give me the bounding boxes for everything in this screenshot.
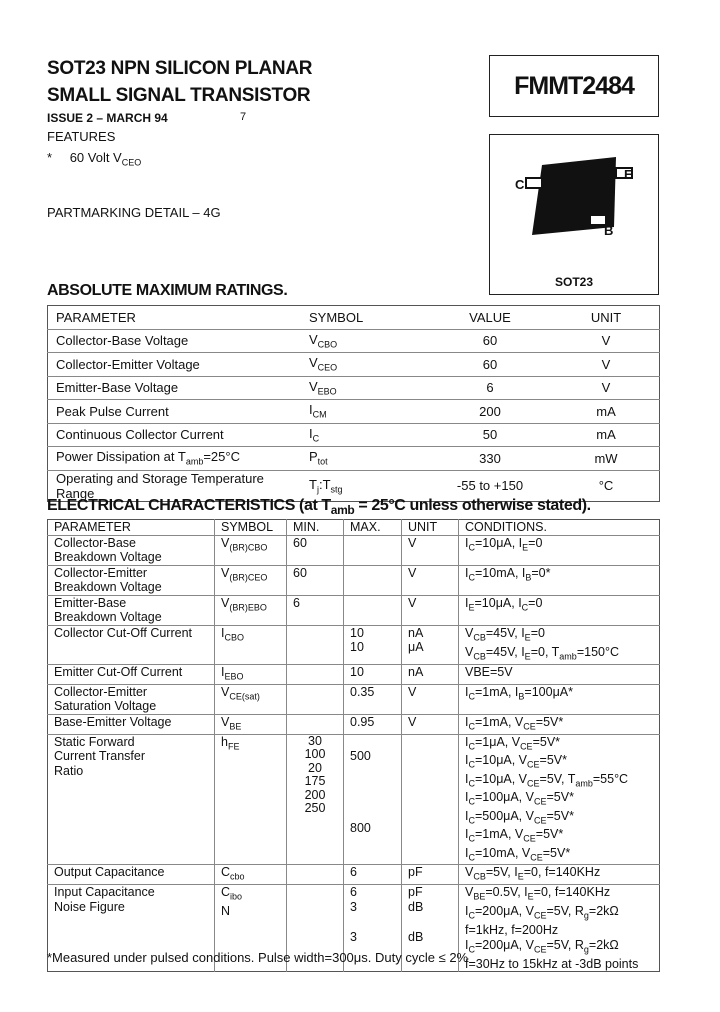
unit-cell: V [402, 714, 459, 734]
param-cell: Operating and Storage Temperature Range [48, 470, 302, 501]
cond-cell [459, 625, 660, 664]
unit-value: dB [408, 899, 424, 914]
cond-part: =150°C [576, 644, 619, 659]
param-line: Collector-Emitter [54, 684, 148, 699]
param-line: Breakdown Voltage [54, 610, 162, 624]
symbol: I [221, 664, 225, 679]
col-header: SYMBOL [309, 309, 364, 325]
param-line: Emitter-Base [54, 595, 127, 610]
cond-sub: E [524, 632, 531, 642]
elec-heading-sub: amb [330, 503, 355, 518]
unit-cell: V [402, 684, 459, 714]
cond-part: I [465, 535, 469, 550]
max-value: 10 [350, 640, 364, 654]
cond-part: =1mA, I [474, 684, 519, 699]
symbol: V [221, 535, 230, 550]
param-line: Collector-Emitter [54, 565, 148, 580]
symbol: C [221, 865, 231, 879]
value-cell: 330 [427, 447, 553, 471]
param-tail: =25°C [203, 449, 240, 465]
param-cell: Collector-Base Voltage [48, 329, 302, 353]
value-cell: 60 [427, 353, 553, 377]
symbol: T [309, 476, 317, 492]
symbol-sub: C [312, 433, 320, 444]
title-line-2: SMALL SIGNAL TRANSISTOR [47, 85, 311, 106]
cond-cell: VBE=5V [459, 664, 660, 684]
table-row [48, 565, 660, 595]
symbol-sub: EBO [224, 671, 244, 681]
symbol-sub: (BR)CBO [229, 542, 268, 552]
unit-cell [402, 625, 459, 664]
min-value: 250 [304, 801, 326, 815]
unit-value: dB [408, 930, 424, 944]
symbol: C [221, 885, 231, 899]
symbol-sub-2: stg [330, 484, 343, 495]
package-name: SOT23 [554, 275, 593, 289]
cond-cell [459, 535, 660, 565]
symbol: P [309, 449, 318, 465]
param-cell: Output Capacitance [48, 865, 215, 885]
cond-part: I [465, 684, 469, 699]
param-cell: Emitter-Base Voltage [48, 376, 302, 400]
max-value: 10 [350, 625, 364, 640]
cond-part: =10μA, I [474, 595, 522, 610]
max-cell: 6 [344, 865, 402, 885]
cond-line: $I_C=1\mu A$, $V_{CE}=5V*$ [465, 734, 561, 751]
symbol: I [221, 625, 225, 640]
param-cell: Collector Cut-Off Current [48, 625, 215, 664]
cond-sub: B [525, 572, 532, 582]
symbol-sub: CBO [224, 632, 244, 642]
cond-part: =10mA, I [474, 565, 526, 580]
value-cell: 200 [427, 400, 553, 424]
unit-cell: mA [553, 423, 660, 447]
min-value: 20 [308, 760, 322, 775]
cond-line: $I_C=1mA$, $V_{CE}=5V*$ [465, 827, 564, 844]
table-row [48, 664, 660, 684]
param-cell: Emitter Cut-Off Current [48, 664, 215, 684]
cond-sub: E [522, 542, 529, 552]
symbol-sub: BE [229, 721, 242, 731]
cond-cell [459, 565, 660, 595]
min-cell [287, 714, 344, 734]
symbol-sub: EBO [317, 386, 337, 397]
unit-cell: V [402, 565, 459, 595]
param-cell: Base-Emitter Voltage [48, 714, 215, 734]
param-line: Collector-Base [54, 535, 136, 550]
table-row [48, 625, 660, 664]
symbol-cell [215, 535, 287, 565]
symbol-cell [301, 329, 427, 353]
part-number: FMMT2484 [514, 71, 634, 100]
max-value: 3 [350, 930, 357, 944]
unit-cell [402, 734, 459, 865]
param-cell [48, 447, 302, 471]
min-cell: 6 [287, 595, 344, 625]
feature-sub: CEO [121, 157, 142, 168]
cond-part: =0* [531, 565, 551, 580]
features-heading: FEATURES [47, 129, 116, 144]
max-cell: 10 [344, 664, 402, 684]
unit-cell: nA [402, 664, 459, 684]
table-row [48, 329, 660, 353]
cond-part: V [465, 625, 474, 640]
footnote: *Measured under pulsed conditions. Pulse width=300μs. Duty cycle ≤ 2% [47, 950, 469, 965]
param-cell [48, 565, 215, 595]
cond-line: $V_{BE}=0.5V$, $I_E=0$, f=140KHz [465, 885, 611, 902]
param-line: Breakdown Voltage [54, 550, 162, 564]
value-cell: 50 [427, 423, 553, 447]
pin-e-label: E [624, 167, 633, 182]
symbol: I [309, 402, 313, 418]
min-value: 100 [304, 747, 326, 761]
cond-part: I [465, 565, 469, 580]
cond-sub: C [468, 721, 475, 731]
symbol-cell [215, 714, 287, 734]
cond-part: =5V* [535, 714, 564, 729]
cond-line [465, 645, 653, 664]
table-row [48, 376, 660, 400]
param-line: Breakdown Voltage [54, 580, 162, 594]
table-row [48, 423, 660, 447]
table-row [48, 353, 660, 377]
table-row [48, 535, 660, 565]
unit-cell: V [553, 376, 660, 400]
symbol: I [309, 425, 313, 441]
max-cell: 0.95 [344, 714, 402, 734]
cond-line: $I_C=200\mu A$, $V_{CE}=5V$, $R_g=2k\Omega$ [465, 904, 619, 921]
cond-line: $I_C=10\mu A$, $V_{CE}=5V*$ [465, 753, 567, 770]
cond-sub: amb [559, 651, 577, 661]
param-cell: Collector-Emitter Voltage [48, 353, 302, 377]
param-cell [48, 684, 215, 714]
abs-max-table [47, 305, 660, 502]
cond-line: $I_C=500\mu A$, $V_{CE}=5V*$ [465, 808, 574, 825]
cond-part: =45V, I [485, 644, 525, 659]
unit-cell: V [402, 535, 459, 565]
symbol-cell [301, 447, 427, 471]
elec-heading-b: = 25°C unless otherwise stated). [354, 497, 591, 514]
symbol-sub: cbo [230, 871, 245, 882]
unit-value: pF [408, 885, 423, 899]
unit-cell: V [553, 329, 660, 353]
cond-sub: CB [473, 632, 486, 642]
cond-line: f=30Hz to 15kHz at -3dB points [465, 956, 639, 971]
param-cell [48, 595, 215, 625]
sot23-package-icon [490, 135, 658, 294]
symbol-cell [215, 684, 287, 714]
table-row [48, 865, 660, 885]
min-cell [287, 664, 344, 684]
value-cell: -55 to +150 [427, 470, 553, 501]
max-cell [344, 535, 402, 565]
symbol-sub: ibo [230, 891, 243, 902]
param-line: Static Forward [54, 734, 135, 749]
symbol-sub: tot [317, 457, 328, 468]
min-cell: 60 [287, 565, 344, 595]
cond-sub: C [521, 602, 529, 612]
symbol: V [309, 331, 318, 347]
cond-cell [459, 714, 660, 734]
cond-line: f=1kHz, f=200Hz [465, 923, 559, 937]
col-header: VALUE [469, 309, 511, 325]
table-row [48, 714, 660, 734]
max-value: 3 [350, 899, 357, 914]
feature-text: 60 Volt V [69, 150, 122, 165]
symbol-cell [215, 664, 287, 684]
symbol: V [221, 565, 230, 580]
unit-cell: mA [553, 400, 660, 424]
symbol: V [309, 355, 318, 371]
param-line: Saturation Voltage [54, 699, 157, 713]
cond-line [465, 626, 653, 645]
symbol-sub: CE(sat) [229, 691, 260, 701]
max-cell [344, 734, 402, 865]
cond-cell [459, 885, 660, 972]
cond-part: =100μA* [524, 684, 573, 699]
col-header: MAX. [344, 520, 402, 536]
col-header: CONDITIONS. [459, 520, 660, 536]
param-cell: Peak Pulse Current [48, 400, 302, 424]
max-cell [344, 625, 402, 664]
param-line: Current Transfer [54, 749, 146, 763]
min-cell: 60 [287, 535, 344, 565]
symbol-sub: FE [227, 741, 240, 751]
issue-line: ISSUE 2 – MARCH 94 [47, 111, 168, 125]
symbol-2: :T [318, 476, 331, 492]
cond-sub: E [524, 651, 531, 661]
unit-cell: pF [402, 865, 459, 885]
cond-sub: CE [523, 721, 536, 731]
min-cell [287, 684, 344, 714]
param-line: Input Capacitance [54, 885, 155, 899]
unit-cell: V [402, 595, 459, 625]
symbol-sub: j [316, 484, 319, 495]
pin-b-label: B [604, 223, 614, 238]
symbol-cell [301, 376, 427, 400]
symbol-cell [215, 734, 287, 865]
col-header: SYMBOL [215, 520, 287, 536]
table-row [48, 400, 660, 424]
max-cell [344, 595, 402, 625]
cond-part: =0 [530, 625, 545, 640]
cond-part: =10μA, I [474, 535, 523, 550]
table-row [48, 595, 660, 625]
col-header: UNIT [402, 520, 459, 536]
symbol-sub: CM [312, 410, 327, 421]
max-cell [344, 565, 402, 595]
symbol: V [309, 378, 318, 394]
unit-cell: mW [553, 447, 660, 471]
symbol-cell [301, 400, 427, 424]
min-cell [287, 734, 344, 865]
part-number-box [489, 55, 659, 117]
cond-line: $I_C=10mA$, $V_{CE}=5V*$ [465, 845, 571, 862]
partmarking-detail: PARTMARKING DETAIL – 4G [47, 205, 221, 220]
symbol-cell [215, 565, 287, 595]
symbol: V [221, 714, 230, 729]
symbol-cell [215, 595, 287, 625]
package-box [489, 134, 659, 295]
symbol: h [221, 734, 228, 749]
cond-sub: C [468, 691, 475, 701]
table-header-row [48, 520, 660, 536]
symbol: N [221, 904, 231, 918]
issue-mark: 7 [240, 111, 247, 123]
table-header-row [48, 306, 660, 330]
symbol-cell [301, 423, 427, 447]
symbol-sub: (BR)EBO [229, 602, 267, 612]
abs-max-heading: ABSOLUTE MAXIMUM RATINGS. [47, 282, 288, 299]
cond-part: =0 [528, 595, 543, 610]
min-cell [287, 865, 344, 885]
cond-part: I [465, 595, 469, 610]
cond-part: V [465, 644, 474, 659]
cond-part: I [465, 714, 469, 729]
max-value: 500 [350, 748, 371, 763]
cond-sub: E [468, 602, 475, 612]
col-header: PARAMETER [56, 309, 136, 325]
feature-item [47, 150, 141, 168]
param-cell [48, 734, 215, 865]
col-header: UNIT [590, 309, 622, 325]
cond-part: =0 [528, 535, 543, 550]
unit-cell: V [553, 353, 660, 377]
min-value: 175 [304, 774, 326, 788]
table-row [48, 734, 660, 865]
cond-sub: B [518, 691, 525, 701]
symbol-sub: CEO [317, 363, 338, 374]
feature-bullet: * [47, 150, 53, 165]
cond-line: $I_C=100\mu A$, $V_{CE}=5V*$ [465, 790, 574, 807]
cond-part: =1mA, V [474, 714, 524, 729]
max-value: 6 [350, 885, 357, 899]
value-cell: 6 [427, 376, 553, 400]
cond-sub: C [468, 572, 475, 582]
min-cell [287, 625, 344, 664]
min-value: 200 [304, 787, 326, 802]
unit-cell: °C [553, 470, 660, 501]
cond-line: $I_C=200\mu A$, $V_{CE}=5V$, $R_g=2k\Omega$ [465, 937, 619, 954]
symbol: V [221, 684, 230, 699]
elec-heading [47, 497, 591, 517]
param-sub: amb [185, 457, 204, 468]
cond-cell [459, 734, 660, 865]
symbol: V [221, 595, 230, 610]
cond-sub: CB [473, 651, 486, 661]
cond-cell [459, 684, 660, 714]
symbol-sub: CBO [317, 339, 338, 350]
title-line-1: SOT23 NPN SILICON PLANAR [47, 58, 313, 79]
max-value: 800 [350, 821, 371, 835]
param-line: Ratio [54, 763, 84, 778]
param-line: Noise Figure [54, 899, 125, 914]
max-cell: 0.35 [344, 684, 402, 714]
symbol-cell [301, 353, 427, 377]
unit-value: μA [408, 640, 424, 654]
param-cell: Continuous Collector Current [48, 423, 302, 447]
cond-part: =45V, I [485, 625, 525, 640]
cond-cell: $V_{CB}=5V$, $I_E=0$, f=140KHz [459, 865, 660, 885]
min-value: 30 [308, 733, 322, 748]
elec-table [47, 519, 660, 972]
table-row [48, 684, 660, 714]
elec-heading-a: ELECTRICAL CHARACTERISTICS (at T [47, 497, 331, 514]
symbol-sub: (BR)CEO [229, 572, 268, 582]
cond-part: =0, T [530, 644, 560, 659]
col-header: PARAMETER [54, 520, 131, 534]
cond-line: $I_C=10\mu A$, $V_{CE}=5V$, $T_{amb}=55^\circ C$ [465, 771, 629, 788]
table-row [48, 447, 660, 471]
value-cell: 60 [427, 329, 553, 353]
cond-cell [459, 595, 660, 625]
pin-c-label: C [515, 177, 525, 192]
param-cell [48, 535, 215, 565]
symbol-cell [215, 625, 287, 664]
param-text: Power Dissipation at T [56, 449, 186, 465]
symbol-cell [215, 865, 287, 885]
col-header: MIN. [287, 520, 344, 536]
unit-value: nA [408, 625, 424, 640]
cond-sub: C [468, 542, 475, 552]
